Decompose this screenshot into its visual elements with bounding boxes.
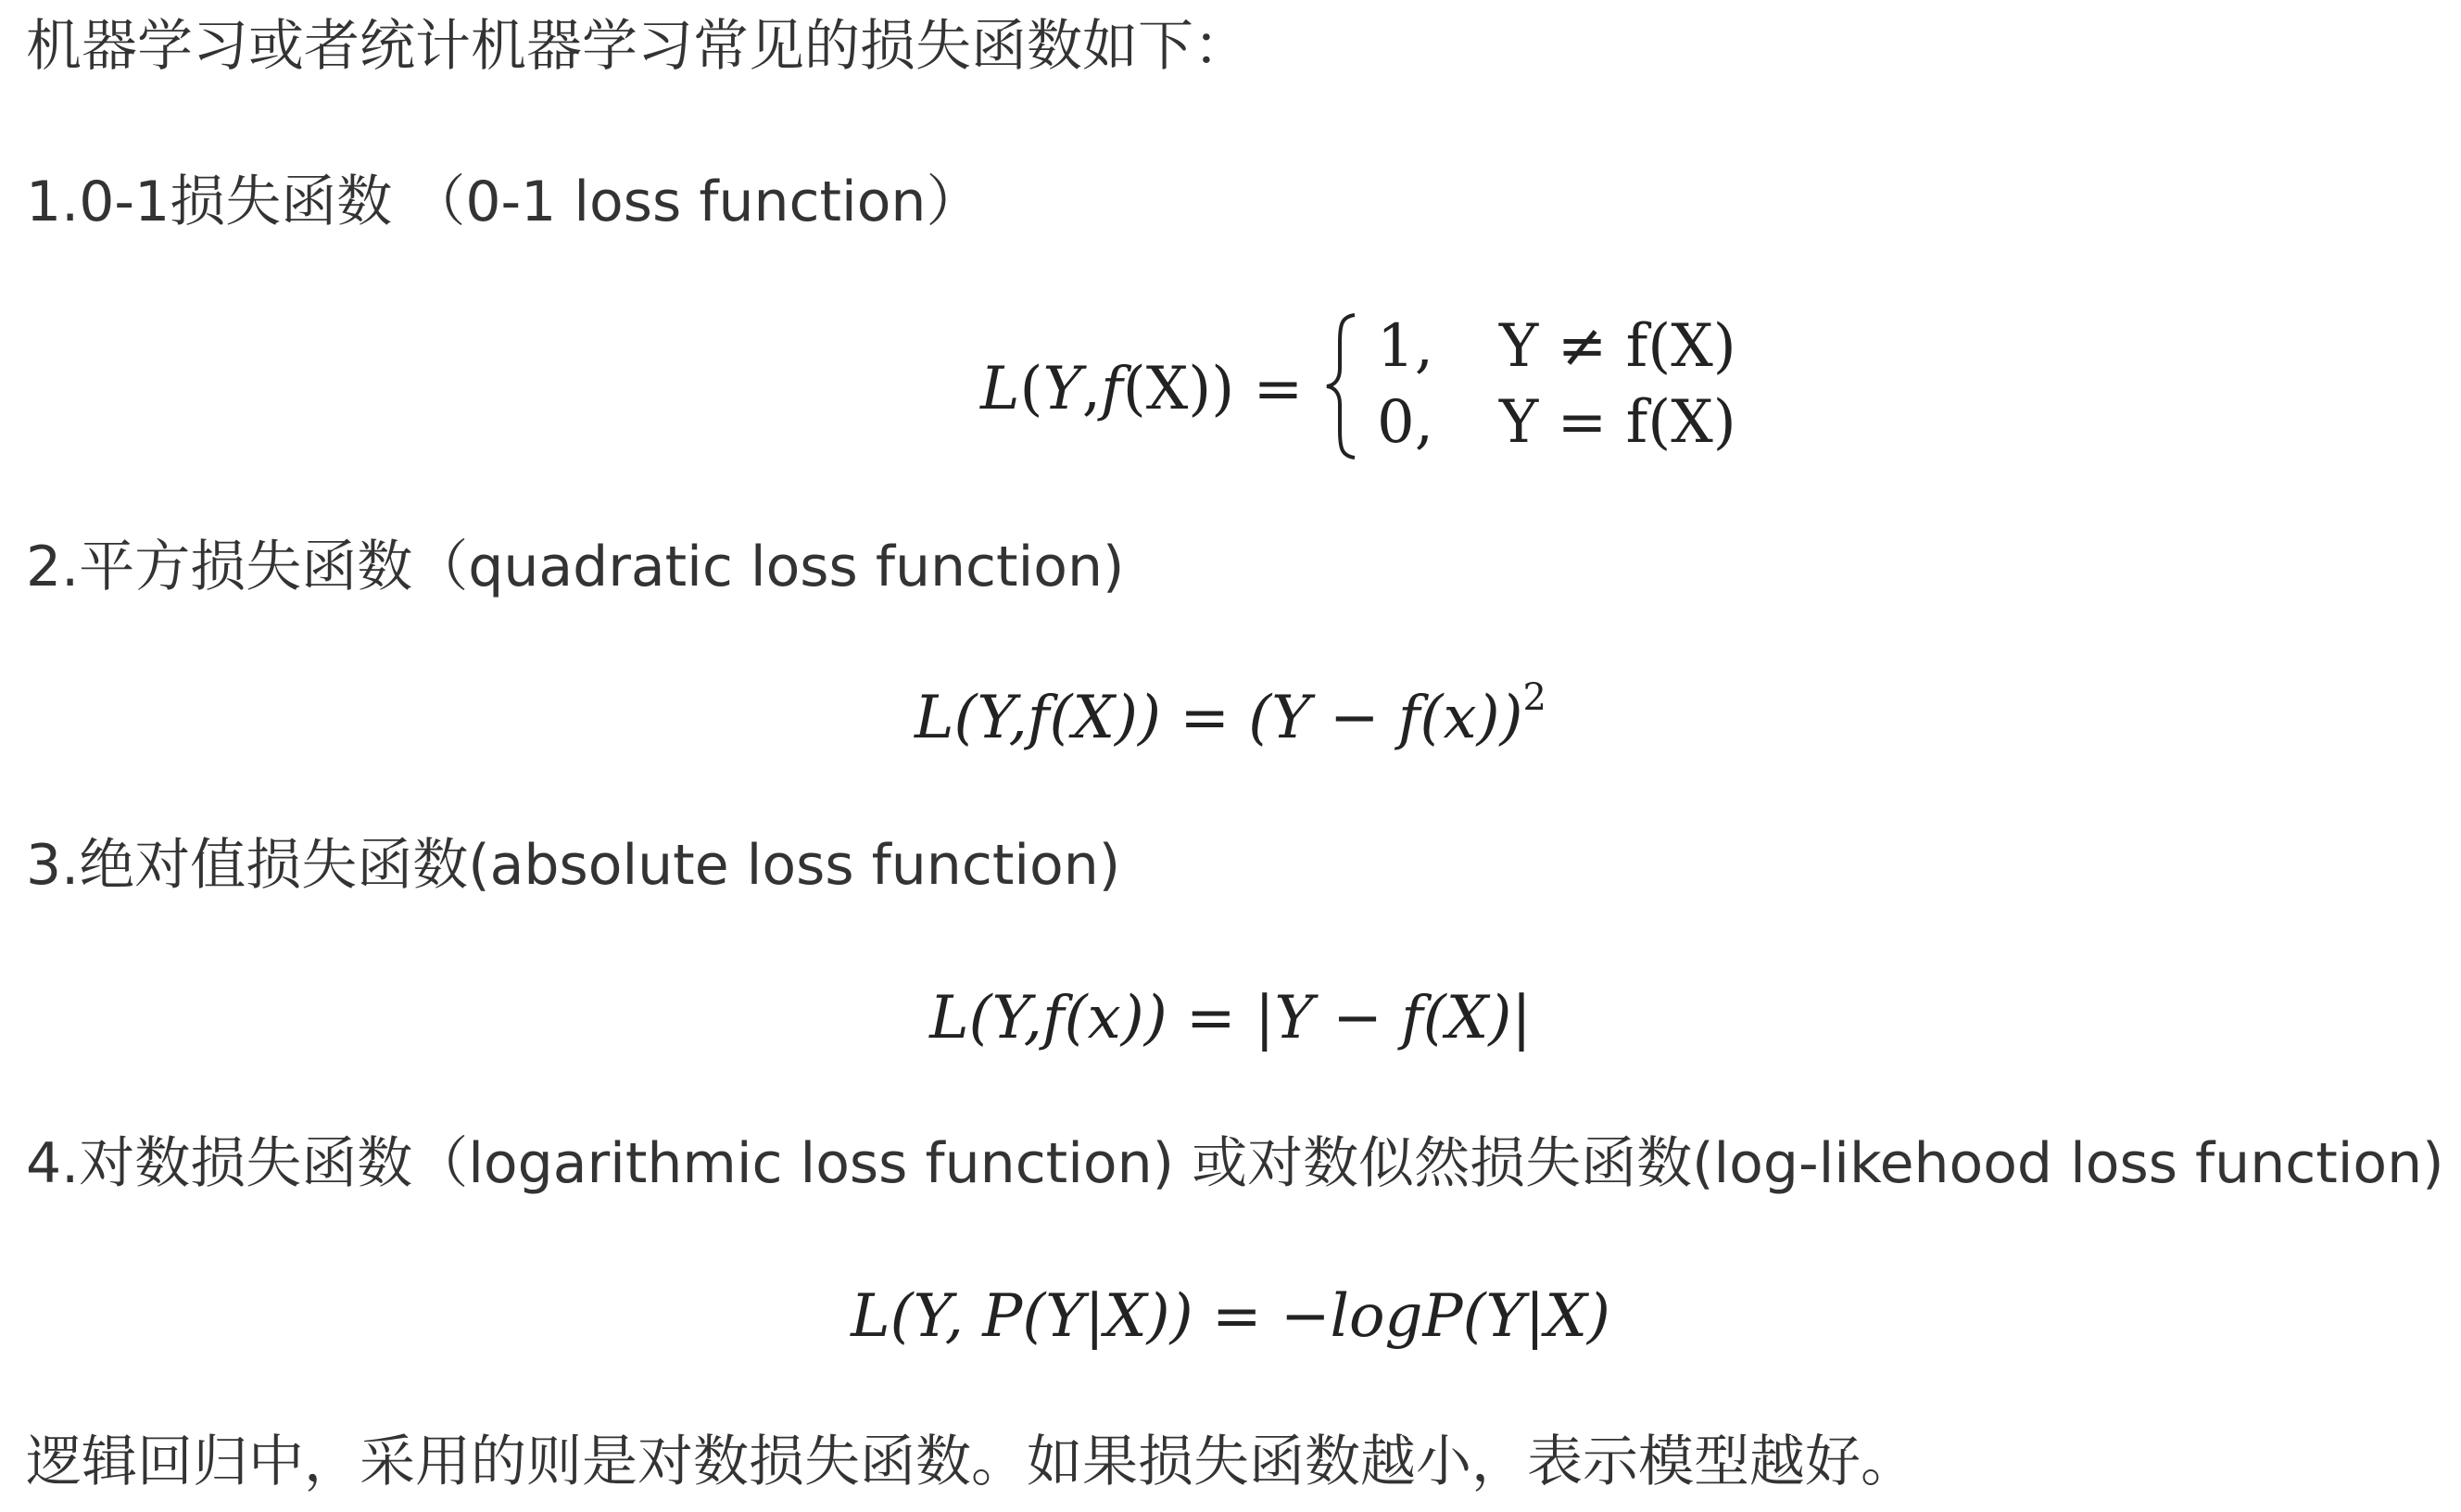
left-brace-icon [1323, 311, 1360, 461]
intro-text: 机器学习或者统计机器学习常见的损失函数如下： [26, 14, 1249, 79]
case-1-value: 1, [1377, 312, 1434, 381]
formula-quadratic-exponent: 2 [1522, 676, 1546, 719]
section-1-heading: 1.0-1损失函数 （0-1 loss function） [26, 170, 982, 234]
formula-quadratic-loss [0, 676, 2461, 760]
section-3-heading: 3.绝对值损失函数(absolute loss function) [26, 833, 1121, 898]
formula-log-body: L(Y, P(Y|X)) = −logP(Y|X) [851, 1282, 1610, 1351]
formula-quadratic-body: L(Y,f(X)) = (Y − f(x)) [915, 684, 1523, 752]
case-2-condition: Y = f(X) [1499, 388, 1736, 457]
case-1-condition: Y ≠ f(X) [1499, 312, 1736, 381]
formula-0-1-lhs: L(Y,f(X)) = [980, 355, 1304, 423]
formula-0-1-loss [0, 308, 2461, 465]
formula-absolute-body: L(Y,f(x)) = |Y − f(X)| [929, 984, 1532, 1052]
section-2-heading: 2.平方损失函数（quadratic loss function) [26, 535, 1125, 599]
case-2-value: 0, [1377, 388, 1434, 457]
formula-log-loss [0, 1275, 2461, 1358]
formula-absolute-loss [0, 976, 2461, 1060]
section-4-heading: 4.对数损失函数（logarithmic loss function) 或对数似然损失函数(log-likehood loss function) [26, 1131, 2444, 1196]
conclusion-text: 逻辑回归中，采用的则是对数损失函数。如果损失函数越小，表示模型越好。 [26, 1430, 1916, 1494]
